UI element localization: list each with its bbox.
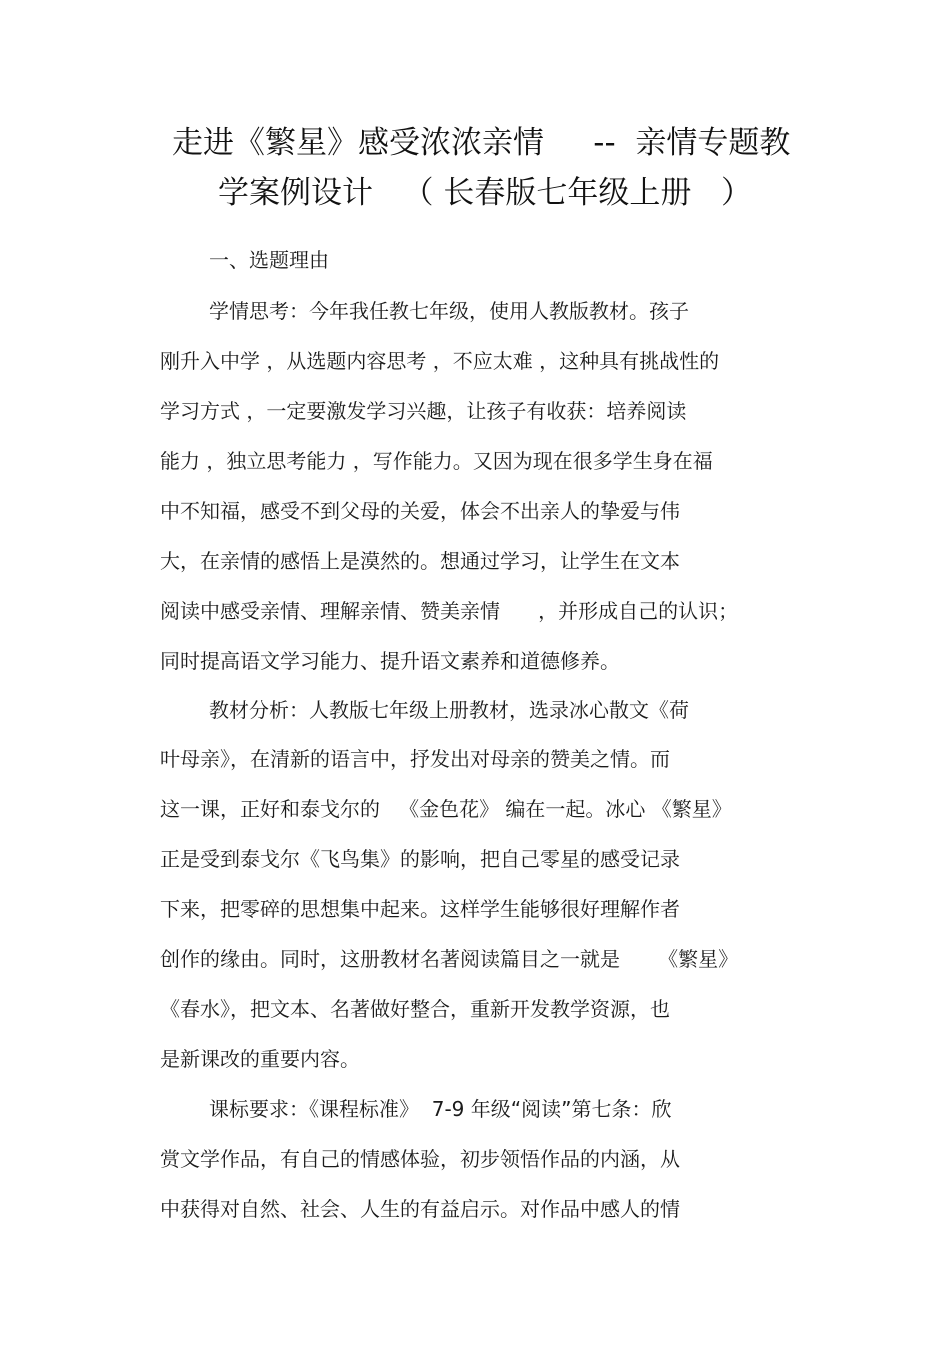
- paragraph-line: 是新课改的重要内容。: [160, 1047, 360, 1071]
- paragraph-line: 这一课，正好和泰戈尔的 《金色花》 编在一起。冰心 《繁星》: [160, 797, 732, 821]
- section-heading: 一、选题理由: [209, 248, 329, 272]
- paragraph-line: 刚升入中学 ，从选题内容思考 ，不应太难 ，这种具有挑战性的: [160, 349, 720, 373]
- document-title-line-1: 走进《繁星》感受浓浓亲情 -- 亲情专题教: [172, 125, 791, 161]
- paragraph-line: 学情思考：今年我任教七年级，使用人教版教材。孩子: [209, 299, 689, 323]
- paragraph-line: 学习方式 ，一定要激发学习兴趣，让孩子有收获：培养阅读: [160, 399, 687, 423]
- paragraph-line: 下来，把零碎的思想集中起来。这样学生能够很好理解作者: [160, 897, 680, 921]
- paragraph-line: 赏文学作品，有自己的情感体验，初步领悟作品的内涵，从: [160, 1147, 680, 1171]
- paragraph-line: 课标要求：《课程标准》 7-9 年级“阅读”第七条：欣: [209, 1097, 672, 1121]
- paragraph-line: 教材分析：人教版七年级上册教材，选录冰心散文《荷: [209, 698, 689, 722]
- paragraph-line: 《春水》，把文本、名著做好整合，重新开发教学资源，也: [160, 997, 670, 1021]
- paragraph-line: 中获得对自然、社会、人生的有益启示。对作品中感人的情: [160, 1197, 680, 1221]
- paragraph-line: 能力 ，独立思考能力 ，写作能力。又因为现在很多学生身在福: [160, 449, 713, 473]
- paragraph-line: 正是受到泰戈尔《飞鸟集》的影响，把自己零星的感受记录: [160, 847, 680, 871]
- document-title-line-2: 学案例设计 （ 长春版七年级上册 ）: [218, 175, 752, 211]
- paragraph-line: 阅读中感受亲情、理解亲情、赞美亲情 ，并形成自己的认识；: [160, 599, 739, 623]
- paragraph-line: 同时提高语文学习能力、提升语文素养和道德修养。: [160, 649, 620, 673]
- paragraph-line: 创作的缘由。同时，这册教材名著阅读篇目之一就是 《繁星》: [160, 947, 739, 971]
- paragraph-line: 叶母亲》，在清新的语言中，抒发出对母亲的赞美之情。而: [160, 747, 670, 771]
- paragraph-line: 大，在亲情的感悟上是漠然的。想通过学习，让学生在文本: [160, 549, 680, 573]
- paragraph-line: 中不知福，感受不到父母的关爱，体会不出亲人的挚爱与伟: [160, 499, 680, 523]
